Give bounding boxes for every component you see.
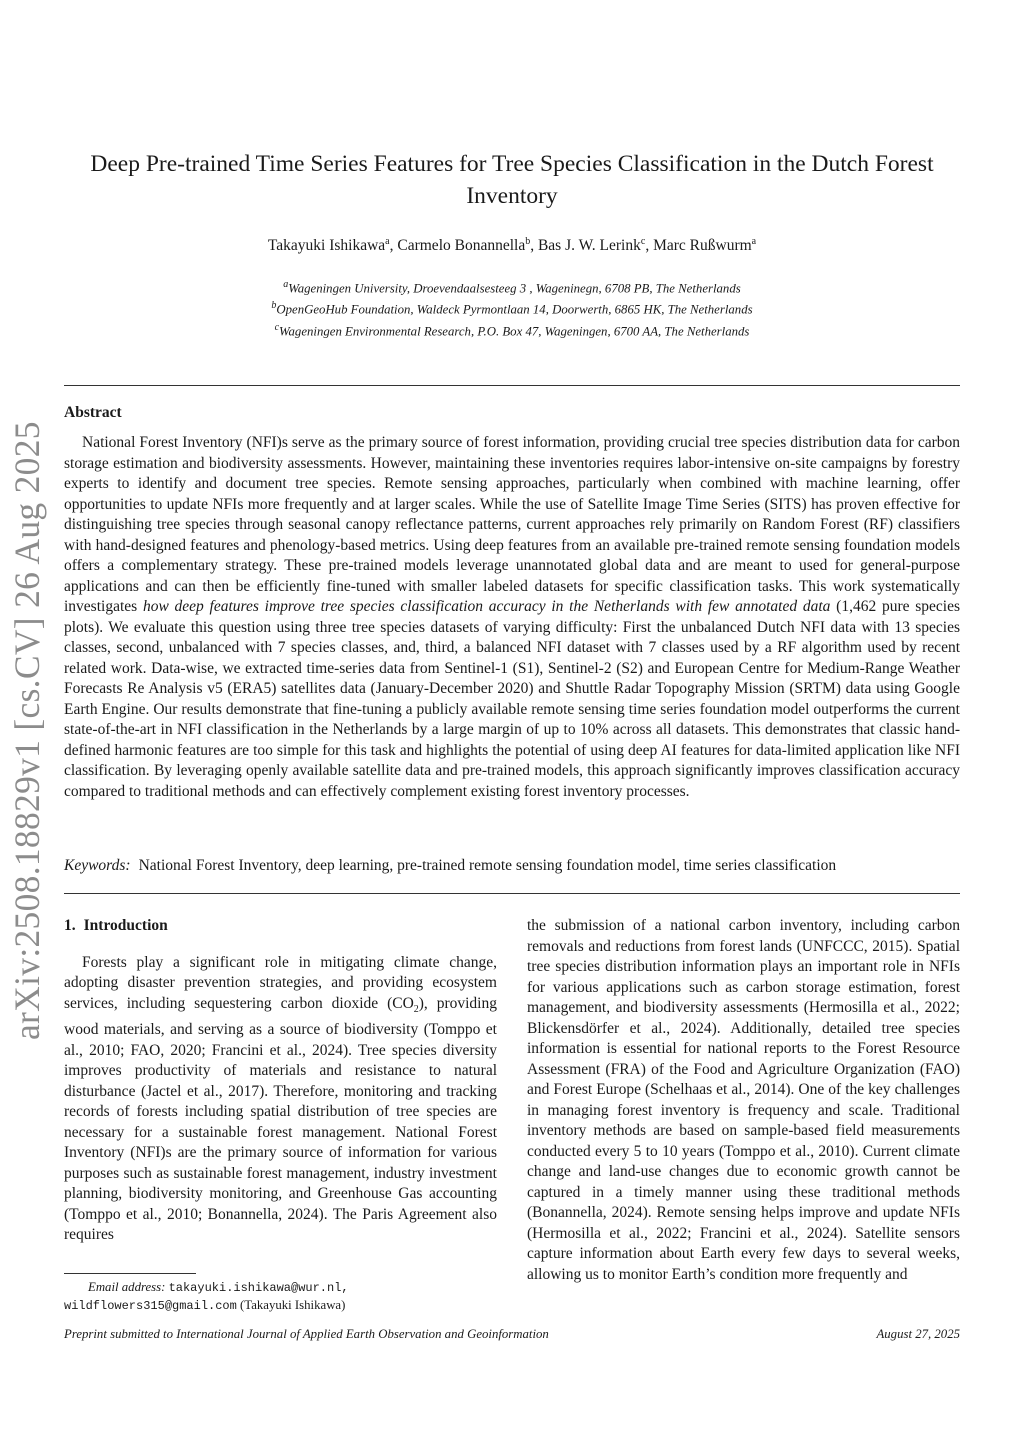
author: Bas J. W. Lerink$^c$, [537,236,654,255]
affiliation: $^b$OpenGeoHub Foundation, Waldeck Pyrmontlaan 14, Doorwerth, 6865 HK, The Netherlands [271,300,753,317]
keywords-divider [64,893,960,894]
section-heading-introduction: 1. Introduction [64,917,168,934]
affiliation: $^c$Wageningen Environmental Research, P.O. Box 47, Wageningen, 6700 AA, The Netherlands [274,321,750,338]
author: Marc Rußwurm$^a$ [653,236,757,255]
top-divider [64,385,960,386]
footnote-divider [64,1273,196,1274]
footer-date: August 27, 2025 [876,1327,960,1341]
abstract-emphasis: how deep features improve tree species classification accuracy in the Netherlands with few annotated data [142,598,831,615]
email-link[interactable]: takayuki.ishikawa@wur.nl, [168,1281,349,1295]
arxiv-identifier-stamp: arXiv:2508.18829v1 [cs.CV] 26 Aug 2025 [7,421,47,1040]
introduction-paragraph: Forests play a significant role in mitigating climate change, adopting disaster prevention strategies, and providing ecosystem services, including sequestering carbon dioxide $(CO_2)$, providing wood materials, and serving as a source of biodiversity (Tomppo et al., 2010; FAO, 2020; Francini et al., 2024). Tree species diversity improves productivity of materials and resistance to natural disturbance (Jactel et al., 2017). Therefore, monitoring and tracking records of forests including spatial distribution of tree species are necessary for a sustainable forest management. National Forest Inventory (NFI)s are the primary source of information for various purposes such as sustainable forest management, industry investment planning, biodiversity monitoring, and Greenhouse Gas accounting (Tomppo et al., 2010; Bonannella, 2024). The Paris Agreement also requires [64,953,497,1244]
right-column [527,916,960,1285]
abstract-body: National Forest Inventory (NFI)s serve as the primary source of forest information, providing crucial tree species distribution data for carbon storage estimation and biodiversity assessments. However, maintaining these inventories requires labor-intensive on-site campaigns by forestry experts to identify and document tree species. Remote sensing approaches, particularly when combined with machine learning, offer opportunities to update NFIs more frequently and at larger scales. While the use of Satellite Image Time Series (SITS) has proven effective for distinguishing tree species through seasonal canopy reflectance patterns, current approaches rely primarily on Random Forest (RF) classifiers with hand-designed features and phenology-based metrics. Using deep features from an available pre-trained remote sensing foundation models offers a complementary strategy. These pre-trained models leverage unannotated global data and are meant to used for general-purpose applications and can then be efficiently fine-tuned with smaller labeled datasets for specific classification tasks. This work systematically investigates how deep features improve tree species classification accuracy in the Netherlands with few annotated data (1,462 pure species plots). We evaluate this question using three tree species datasets of varying difficulty: First the unbalanced Dutch NFI data with 13 species classes, second, unbalanced with 7 species classes, and, third, a balanced NFI dataset with 7 classes used by a RF algorithm used by recent related work. Data-wise, we extracted time-series data from Sentinel-1 (S1), Sentinel-2 (S2) and European Centre for Medium-Range Weather Forecasts Re Analysis v5 (ERA5) satellites data (January-December 2020) and Shuttle Radar Topography Mission (SRTM) data using Google Earth Engine. Our results demonstrate that fine-tuning a publicly available remote sensing time series foundation model outperforms the current state-of-the-art in NFI classification in the Netherlands by a large margin of up to 10% across all datasets. This demonstrates that classic hand-defined harmonic features are too simple for this task and highlights the potential of using deep AI features for data-limited application like NFI classification. By leveraging openly available satellite data and pre-trained models, this approach significantly improves classification accuracy compared to traditional methods and can effectively complement existing forest inventory processes. [64,434,960,800]
author-list [60,236,964,255]
paper-title: Deep Pre-trained Time Series Features for Tree Species Classification in the Dutch Forest Inventory [90,151,934,209]
introduction-paragraph-continued: the submission of a national carbon inventory, including carbon removals and reductions from forest lands (UNFCCC, 2015). Spatial tree species distribution information plays an important role in NFIs for various applications such as carbon storage estimation, forest management, and biodiversity assessments (Hermosilla et al., 2022; Blickensdörfer et al., 2024). Additionally, detailed tree species information is essential for national reports to the Forest Resource Assessment (FRA) of the Food and Agriculture Organization (FAO) and Forest Europe (Schelhaas et al., 2014). One of the key challenges in managing forest inventory is frequency and scale. Traditional inventory methods are based on sample-based field measurements conducted every 5 to 10 years (Tomppo et al., 2010). Current climate change and land-use changes due to economic growth cannot be captured in a timely manner using these traditional methods (Bonannella, 2024). Remote sensing helps improve and update NFIs (Hermosilla et al., 2022; Francini et al., 2024). Satellite sensors capture information about Earth every few days to several weeks, allowing us to monitor Earth’s condition more frequently and [527,917,960,1283]
author: Takayuki Ishikawa$^a$, [267,236,398,255]
affiliation-list [60,276,964,340]
left-column [64,916,497,1246]
affiliation: $^a$Wageningen University, Droevendaalsesteeg 3 , Wageninegn, 6708 PB, The Netherlands [283,279,741,296]
footer-journal: Preprint submitted to International Journal of Applied Earth Observation and Geoinformation [64,1327,549,1341]
author: Carmelo Bonannella$^b$, [397,236,538,255]
keywords [64,857,960,875]
keywords-text: National Forest Inventory, deep learning, pre-trained remote sensing foundation model, time series classification [138,857,837,874]
footnote-email: Email address: takayuki.ishikawa@wur.nl, wildflowers315@gmail.com (Takayuki Ishikawa) [64,1280,349,1313]
keywords-label: Keywords: [64,857,131,874]
abstract-heading: Abstract [64,404,122,421]
email-link[interactable]: wildflowers315@gmail.com [64,1299,237,1313]
